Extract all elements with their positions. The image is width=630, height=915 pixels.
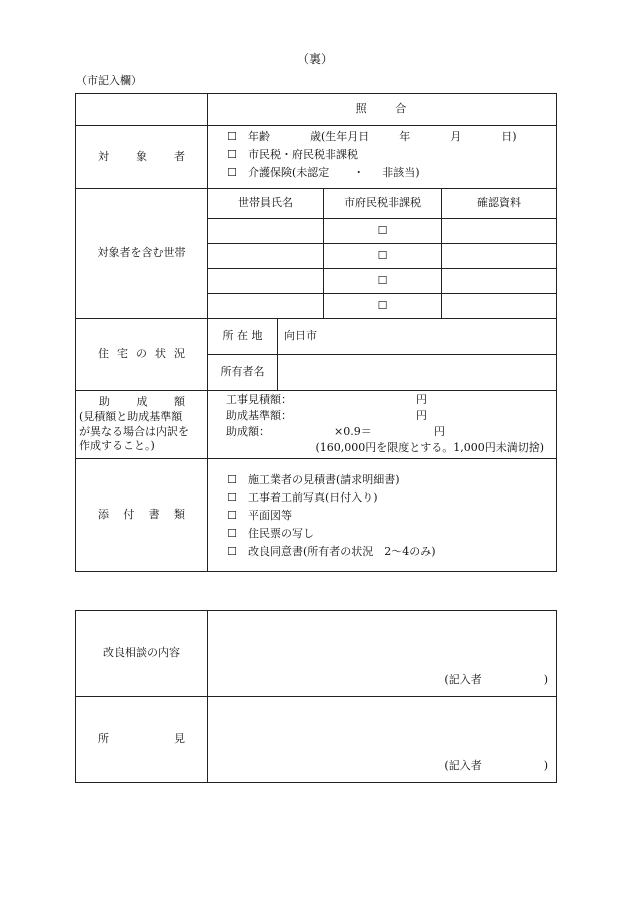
attachment-item: 住民票の写し xyxy=(248,527,314,540)
attachment-item: 施工業者の見積書(請求明細書) xyxy=(248,473,400,486)
consultation-recorder: (記入者 ) xyxy=(444,673,548,687)
tax-exempt-checkbox[interactable]: ☐ xyxy=(227,148,237,161)
subsidy-label: 助 成 額 (見積額と助成基準額 が異なる場合は内訳を 作成すること。) xyxy=(76,391,208,459)
section-label: （市記入欄） xyxy=(76,74,142,87)
household-name-cell[interactable] xyxy=(208,269,324,294)
verification-table xyxy=(75,93,557,572)
household-docs-cell[interactable] xyxy=(442,244,557,269)
household-tax-checkbox[interactable]: ☐ xyxy=(324,219,442,244)
attachment-checkbox[interactable]: ☐ xyxy=(227,509,237,522)
housing-label: 住 宅 の 状 況 xyxy=(76,319,208,391)
opinion-label: 所 見 xyxy=(76,697,208,783)
verification-header: 照 合 xyxy=(208,94,557,126)
owner-value[interactable] xyxy=(278,355,557,391)
standard-label: 助成基準額： xyxy=(226,409,292,423)
page-title: （裏） xyxy=(296,52,333,66)
grant-multiplier: ×0.9＝ xyxy=(334,425,372,439)
attachment-checkbox[interactable]: ☐ xyxy=(227,527,237,540)
owner-label: 所有者名 xyxy=(208,355,278,391)
care-insurance-checkbox[interactable]: ☐ xyxy=(227,166,237,179)
household-name-cell[interactable] xyxy=(208,244,324,269)
header-blank-cell xyxy=(76,94,208,126)
household-name-cell[interactable] xyxy=(208,294,324,319)
attachment-checkbox[interactable]: ☐ xyxy=(227,473,237,486)
attachment-item: 工事着工前写真(日付入り) xyxy=(248,491,378,504)
attachment-checkbox[interactable]: ☐ xyxy=(227,491,237,504)
household-name-header: 世帯員氏名 xyxy=(208,189,324,219)
household-tax-checkbox[interactable]: ☐ xyxy=(324,269,442,294)
attachment-item: 平面図等 xyxy=(248,509,292,522)
household-docs-cell[interactable] xyxy=(442,269,557,294)
household-tax-checkbox[interactable]: ☐ xyxy=(324,244,442,269)
household-tax-header: 市府民税非課税 xyxy=(324,189,442,219)
target-person-cell: ☐ 年齢 歳(生年月日 年 月 日) ☐ 市民税・府民税非課税 ☐ 介護保険(未認定 ・ 非該当) xyxy=(208,126,557,189)
household-name-cell[interactable] xyxy=(208,219,324,244)
estimate-yen: 円 xyxy=(416,393,427,407)
standard-yen: 円 xyxy=(416,409,427,423)
consultation-table xyxy=(75,610,557,783)
limit-note: (160,000円を限度とする。1,000円未満切捨) xyxy=(315,441,544,455)
household-docs-cell[interactable] xyxy=(442,219,557,244)
household-label: 対象者を含む世帯 xyxy=(76,189,208,319)
attachment-item: 改良同意書(所有者の状況 2～4のみ) xyxy=(248,545,436,558)
household-docs-header: 確認資料 xyxy=(442,189,557,219)
consultation-content[interactable] xyxy=(208,611,557,697)
subsidy-cell xyxy=(208,391,557,459)
household-docs-cell[interactable] xyxy=(442,294,557,319)
opinion-content[interactable] xyxy=(208,697,557,783)
household-tax-checkbox[interactable]: ☐ xyxy=(324,294,442,319)
age-checkbox[interactable]: ☐ xyxy=(227,130,237,143)
attachments-cell xyxy=(208,459,557,572)
attachment-checkbox[interactable]: ☐ xyxy=(227,545,237,558)
location-value[interactable]: 向日市 xyxy=(278,319,557,355)
grant-label: 助成額： xyxy=(226,425,270,439)
consultation-label: 改良相談の内容 xyxy=(76,611,208,697)
opinion-recorder: (記入者 ) xyxy=(444,759,548,773)
location-label: 所 在 地 xyxy=(208,319,278,355)
grant-yen: 円 xyxy=(434,425,445,439)
attachments-label: 添 付 書 類 xyxy=(76,459,208,572)
estimate-label: 工事見積額： xyxy=(226,393,292,407)
target-person-label: 対 象 者 xyxy=(76,126,208,189)
